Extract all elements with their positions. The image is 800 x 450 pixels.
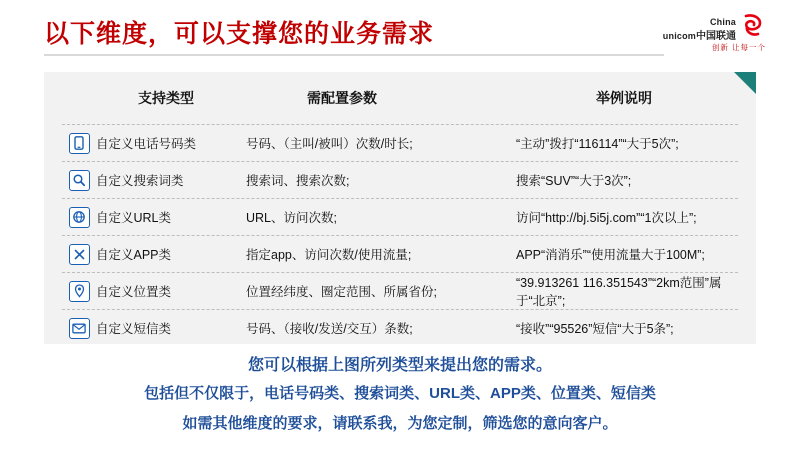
- column-header-example: 举例说明: [596, 90, 652, 106]
- cell-type: 自定义搜索词类: [96, 174, 184, 188]
- cell-example: APP“消消乐”“使用流量大于100M”;: [516, 248, 705, 262]
- table-row: [62, 199, 738, 235]
- logo-en-line2: unicom: [662, 31, 696, 42]
- china-unicom-logo: [652, 12, 772, 56]
- cell-example: 访问“http://bj.5i5j.com”“1次以上”;: [516, 211, 697, 225]
- row-icon-cell: [62, 207, 96, 228]
- cell-example: “接收”“95526”短信“大于5条”;: [516, 322, 674, 336]
- cell-param: 搜索词、搜索次数;: [246, 174, 350, 188]
- table-row: [62, 273, 738, 309]
- row-icon-cell: [62, 133, 96, 154]
- page-title: 以下维度，可以支撑您的业务需求: [44, 20, 435, 48]
- row-icon-cell: [62, 318, 96, 339]
- logo-cn: 中国联通: [696, 31, 736, 43]
- footer-line-2: 包括但不仅限于，电话号码类、搜索词类、URL类、APP类、位置类、短信类: [144, 385, 656, 402]
- row-icon-cell: [62, 281, 96, 302]
- cell-type: 自定义URL类: [96, 211, 172, 225]
- logo-slogan: 创新 让每一个: [711, 43, 766, 52]
- phone-icon: [69, 133, 90, 154]
- cell-type: 自定义短信类: [96, 322, 172, 336]
- cell-param: 指定app、访问次数/使用流量;: [246, 248, 412, 262]
- row-icon-cell: [62, 170, 96, 191]
- cell-param: URL、访问次数;: [246, 211, 337, 225]
- footer-line-1: 您可以根据上图所列类型来提出您的需求。: [247, 357, 552, 374]
- logo-wordmark: [663, 18, 736, 44]
- table-row: [62, 236, 738, 272]
- table-row: [62, 310, 738, 346]
- table-row: [62, 162, 738, 198]
- logo-en-line1: China: [709, 17, 736, 27]
- corner-accent: [734, 72, 756, 94]
- search-icon: [69, 170, 90, 191]
- capability-table-panel: [44, 72, 756, 344]
- mail-icon: [69, 318, 90, 339]
- cell-param: 号码、（主叫/被叫）次数/时长;: [246, 137, 413, 151]
- cell-type: 自定义位置类: [96, 285, 172, 299]
- row-icon-cell: [62, 244, 96, 265]
- cell-param: 号码、（接收/发送/交互）条数;: [246, 322, 413, 336]
- app-icon: [69, 244, 90, 265]
- location-icon: [69, 281, 90, 302]
- column-header-type: 支持类型: [138, 90, 194, 106]
- cell-param: 位置经纬度、圈定范围、所属省份;: [246, 285, 437, 299]
- column-header-param: 需配置参数: [307, 90, 377, 106]
- cell-example: “39.913261 116.351543”“2km范围”属于“北京”;: [516, 276, 722, 308]
- cell-example: 搜索“SUV”“大于3次”;: [516, 174, 632, 188]
- cell-type: 自定义电话号码类: [96, 137, 197, 151]
- table-row: [62, 125, 738, 161]
- cell-type: 自定义APP类: [96, 248, 172, 262]
- unicom-mark-icon: [740, 12, 766, 38]
- globe-icon: [69, 207, 90, 228]
- cell-example: “主动”拨打“116114”“大于5次”;: [516, 137, 679, 151]
- title-divider: [44, 54, 664, 56]
- footer-line-3: 如需其他维度的要求，请联系我，为您定制，筛选您的意向客户。: [182, 415, 618, 432]
